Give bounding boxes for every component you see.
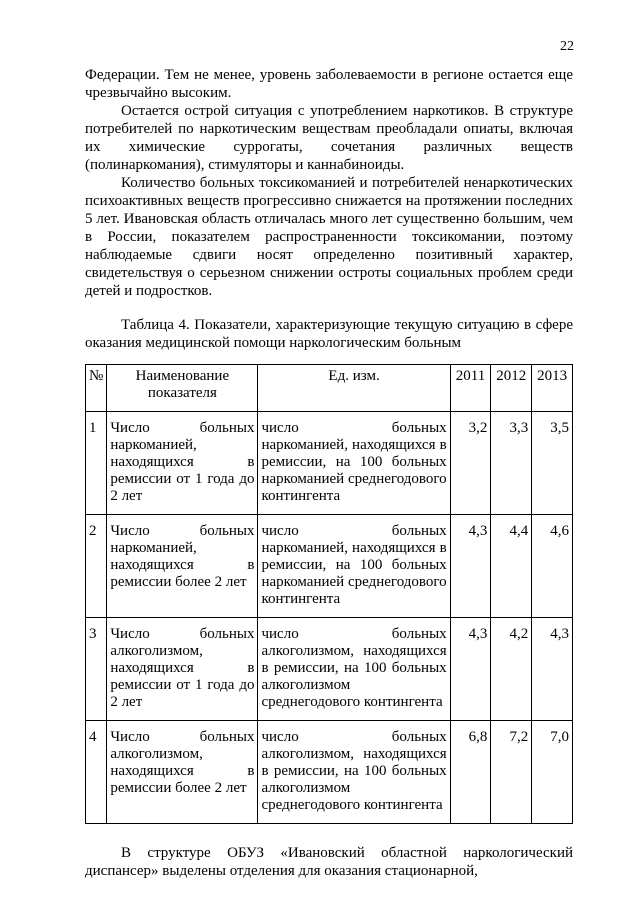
header-unit: Ед. изм.: [258, 365, 450, 412]
paragraph-1: Федерации. Тем не менее, уровень заболеваемости в регионе остается еще чрезвычайно высоким.: [85, 67, 573, 101]
paragraph-2: Остается острой ситуация с употреблением наркотиков. В структуре потребителей по наркотическим веществам преобладали опиаты, включая их химические суррогаты, сочетания различных веществ (полинаркомания), стимуляторы и каннабиноиды.: [85, 103, 573, 173]
cell-unit: число больных наркоманией, находящихся в ремиссии, на 100 больных наркоманией среднегодового контингента: [258, 515, 450, 618]
cell-2011: 3,2: [450, 412, 491, 515]
table-caption: Таблица 4. Показатели, характеризующие текущую ситуацию в сфере оказания медицинской помощи наркологическим больным: [85, 317, 573, 351]
cell-2013: 4,6: [532, 515, 573, 618]
cell-name: Число больных наркоманией, находящихся в ремиссии более 2 лет: [107, 515, 258, 618]
header-2013: 2013: [532, 365, 573, 412]
table-row: [86, 721, 573, 824]
table-row: [86, 412, 573, 515]
document-body: [85, 66, 573, 880]
table-header-row: [86, 365, 573, 412]
cell-num: 4: [86, 721, 107, 824]
cell-unit: число больных алкоголизмом, находящихся в ремиссии, на 100 больных алкоголизмом среднегодового контингента: [258, 721, 450, 824]
cell-unit: число больных алкоголизмом, находящихся в ремиссии, на 100 больных алкоголизмом среднегодового контингента: [258, 618, 450, 721]
cell-name: Число больных алкоголизмом, находящихся в ремиссии от 1 года до 2 лет: [107, 618, 258, 721]
paragraph-3: Количество больных токсикоманией и потребителей ненаркотических психоактивных веществ прогрессивно снижается на протяжении последних 5 лет. Ивановская область отличалась много лет существенно большим, чем в России, показателем распространенности токсикомании, поэтому наблюдаемые сдвиги носят определенно позитивный характер, свидетельствуя о серьезном снижении остроты социальных проблем среди детей и подростков.: [85, 175, 573, 299]
cell-2013: 4,3: [532, 618, 573, 721]
header-2012: 2012: [491, 365, 532, 412]
cell-name: Число больных алкоголизмом, находящихся в ремиссии более 2 лет: [107, 721, 258, 824]
cell-unit: число больных наркоманией, находящихся в ремиссии, на 100 больных наркоманией среднегодового контингента: [258, 412, 450, 515]
cell-2012: 7,2: [491, 721, 532, 824]
table-row: [86, 618, 573, 721]
cell-2013: 7,0: [532, 721, 573, 824]
paragraph-4: В структуре ОБУЗ «Ивановский областной наркологический диспансер» выделены отделения для оказания стационарной,: [85, 845, 573, 879]
cell-num: 3: [86, 618, 107, 721]
cell-2013: 3,5: [532, 412, 573, 515]
header-name: Наименование показателя: [107, 365, 258, 412]
cell-2011: 6,8: [450, 721, 491, 824]
cell-2011: 4,3: [450, 515, 491, 618]
cell-name: Число больных наркоманией, находящихся в ремиссии от 1 года до 2 лет: [107, 412, 258, 515]
cell-2011: 4,3: [450, 618, 491, 721]
cell-num: 1: [86, 412, 107, 515]
page-number: 22: [560, 39, 574, 54]
table-row: [86, 515, 573, 618]
cell-2012: 3,3: [491, 412, 532, 515]
header-num: №: [86, 365, 107, 412]
cell-2012: 4,4: [491, 515, 532, 618]
indicators-table: [85, 364, 573, 824]
header-2011: 2011: [450, 365, 491, 412]
cell-2012: 4,2: [491, 618, 532, 721]
cell-num: 2: [86, 515, 107, 618]
